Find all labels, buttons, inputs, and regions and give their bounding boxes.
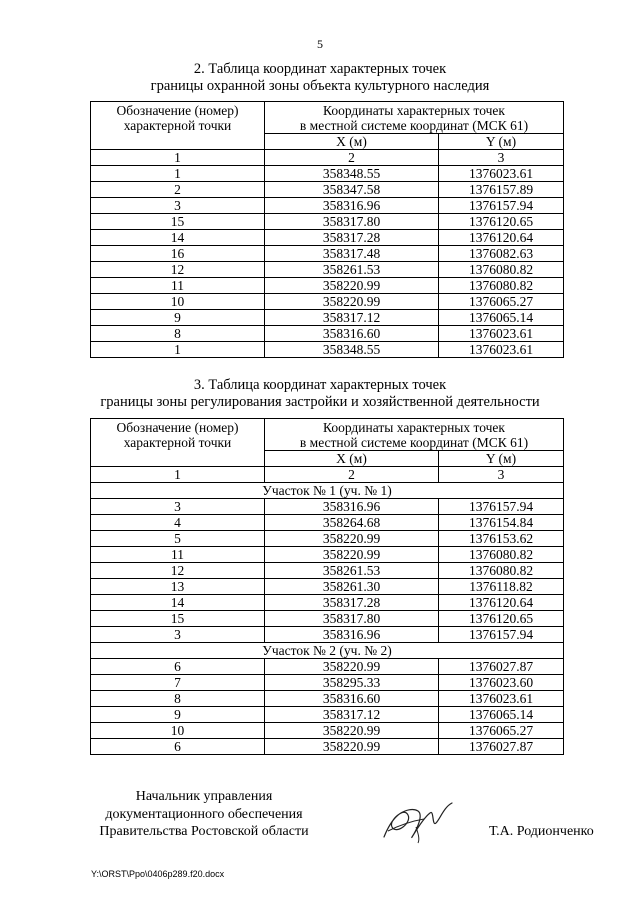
- column-number: 2: [265, 150, 439, 166]
- x-coordinate: 358316.96: [265, 198, 439, 214]
- column-number: 3: [439, 467, 564, 483]
- point-column-header-line: Обозначение (номер): [116, 420, 239, 435]
- table-row: [91, 611, 564, 627]
- point-number: 15: [91, 611, 265, 627]
- y-coordinate: 1376065.27: [439, 723, 564, 739]
- point-number: 7: [91, 675, 265, 691]
- y-coordinate: 1376023.61: [439, 166, 564, 182]
- y-coordinate: 1376157.89: [439, 182, 564, 198]
- point-column-header: [91, 419, 265, 467]
- point-number: 10: [91, 723, 265, 739]
- point-number: 4: [91, 515, 265, 531]
- x-coordinate: 358220.99: [265, 739, 439, 755]
- coords-column-header-line: Координаты характерных точек: [323, 420, 505, 435]
- table-row: [91, 278, 564, 294]
- handwritten-signature: [378, 797, 458, 847]
- table-row: [91, 563, 564, 579]
- x-coordinate: 358261.53: [265, 262, 439, 278]
- x-coordinate: 358347.58: [265, 182, 439, 198]
- x-coordinate: 358317.12: [265, 707, 439, 723]
- y-coordinate: 1376027.87: [439, 659, 564, 675]
- y-coordinate: 1376023.60: [439, 675, 564, 691]
- point-number: 12: [91, 262, 265, 278]
- point-number: 1: [91, 342, 265, 358]
- x-coordinate: 358317.80: [265, 611, 439, 627]
- y-coordinate: 1376023.61: [439, 342, 564, 358]
- y-coordinate: 1376080.82: [439, 278, 564, 294]
- table-row: [91, 739, 564, 755]
- column-number: 1: [91, 150, 265, 166]
- x-coordinate: 358220.99: [265, 278, 439, 294]
- y-coordinate: 1376080.82: [439, 262, 564, 278]
- table-row: [91, 262, 564, 278]
- table-row: [91, 707, 564, 723]
- signatory-position-line-2: документационного обеспечения: [105, 806, 303, 822]
- point-number: 3: [91, 499, 265, 515]
- y-coordinate: 1376065.14: [439, 310, 564, 326]
- y-coordinate: 1376153.62: [439, 531, 564, 547]
- y-coordinate: 1376080.82: [439, 563, 564, 579]
- table3-caption: [0, 377, 640, 411]
- section-label: Участок № 1 (уч. № 1): [91, 483, 564, 499]
- table-row: [91, 579, 564, 595]
- point-number: 12: [91, 563, 265, 579]
- x-coordinate: 358220.99: [265, 659, 439, 675]
- point-number: 6: [91, 739, 265, 755]
- table-row: [91, 230, 564, 246]
- y-coordinate: 1376157.94: [439, 627, 564, 643]
- coords-column-header-line: в местной системе координат (МСК 61): [299, 435, 529, 450]
- table-row: [91, 627, 564, 643]
- x-coordinate: 358317.28: [265, 230, 439, 246]
- y-column-header: Y (м): [439, 134, 564, 150]
- coords-column-header-line: Координаты характерных точек: [323, 103, 505, 118]
- x-coordinate: 358317.80: [265, 214, 439, 230]
- signatory-position: [88, 788, 320, 841]
- y-coordinate: 1376157.94: [439, 198, 564, 214]
- coords-column-header-line: в местной системе координат (МСК 61): [299, 118, 529, 133]
- x-coordinate: 358316.96: [265, 627, 439, 643]
- column-number: 3: [439, 150, 564, 166]
- y-coordinate: 1376065.14: [439, 707, 564, 723]
- coords-column-header: [265, 102, 564, 134]
- x-coordinate: 358220.99: [265, 294, 439, 310]
- point-number: 9: [91, 310, 265, 326]
- table-row: [91, 214, 564, 230]
- x-coordinate: 358317.28: [265, 595, 439, 611]
- y-coordinate: 1376082.63: [439, 246, 564, 262]
- point-column-header-line: характерной точки: [123, 118, 232, 133]
- table-row: [91, 547, 564, 563]
- x-coordinate: 358264.68: [265, 515, 439, 531]
- table-row: [91, 342, 564, 358]
- table-row: [91, 723, 564, 739]
- x-coordinate: 358317.12: [265, 310, 439, 326]
- table-row: [91, 675, 564, 691]
- y-coordinate: 1376120.64: [439, 595, 564, 611]
- x-coordinate: 358261.30: [265, 579, 439, 595]
- y-coordinate: 1376154.84: [439, 515, 564, 531]
- x-coordinate: 358316.96: [265, 499, 439, 515]
- section-row: [91, 643, 564, 659]
- table2-coordinates: [90, 101, 564, 358]
- table-row: [91, 182, 564, 198]
- point-number: 14: [91, 595, 265, 611]
- table-row: [91, 310, 564, 326]
- y-coordinate: 1376023.61: [439, 326, 564, 342]
- column-number: 1: [91, 467, 265, 483]
- x-coordinate: 358220.99: [265, 531, 439, 547]
- point-column-header-line: Обозначение (номер): [116, 103, 239, 118]
- point-number: 15: [91, 214, 265, 230]
- point-number: 16: [91, 246, 265, 262]
- point-number: 3: [91, 627, 265, 643]
- x-coordinate: 358261.53: [265, 563, 439, 579]
- table-row: [91, 294, 564, 310]
- point-number: 1: [91, 166, 265, 182]
- column-number: 2: [265, 467, 439, 483]
- point-number: 14: [91, 230, 265, 246]
- x-column-header: X (м): [265, 134, 439, 150]
- table3-coordinates: [90, 418, 564, 755]
- x-coordinate: 358348.55: [265, 342, 439, 358]
- y-column-header: Y (м): [439, 451, 564, 467]
- y-coordinate: 1376120.65: [439, 611, 564, 627]
- coords-column-header: [265, 419, 564, 451]
- table-row: [91, 246, 564, 262]
- point-number: 6: [91, 659, 265, 675]
- table-row: [91, 515, 564, 531]
- point-number: 11: [91, 278, 265, 294]
- header-row: [91, 102, 564, 134]
- file-path: Y:\ORST\Ppo\0406p289.f20.docx: [91, 869, 225, 879]
- x-coordinate: 358316.60: [265, 326, 439, 342]
- point-number: 9: [91, 707, 265, 723]
- y-coordinate: 1376023.61: [439, 691, 564, 707]
- section-row: [91, 483, 564, 499]
- section-label: Участок № 2 (уч. № 2): [91, 643, 564, 659]
- table-row: [91, 595, 564, 611]
- x-coordinate: 358220.99: [265, 547, 439, 563]
- y-coordinate: 1376080.82: [439, 547, 564, 563]
- point-number: 10: [91, 294, 265, 310]
- table-row: [91, 326, 564, 342]
- x-coordinate: 358316.60: [265, 691, 439, 707]
- signatory-name: Т.А. Родионченко: [489, 824, 594, 839]
- point-number: 2: [91, 182, 265, 198]
- point-number: 3: [91, 198, 265, 214]
- x-coordinate: 358348.55: [265, 166, 439, 182]
- column-number-row: [91, 150, 564, 166]
- table3-caption-line-1: 3. Таблица координат характерных точек: [193, 377, 447, 393]
- point-number: 5: [91, 531, 265, 547]
- signatory-position-line-1: Начальник управления: [135, 789, 273, 804]
- signatory-position-line-3: Правительства Ростовской области: [99, 824, 309, 839]
- table2-caption: [0, 61, 640, 95]
- table-row: [91, 198, 564, 214]
- x-column-header: X (м): [265, 451, 439, 467]
- y-coordinate: 1376027.87: [439, 739, 564, 755]
- table3-caption-line-2: границы зоны регулирования застройки и хозяйственной деятельности: [100, 394, 540, 410]
- x-coordinate: 358220.99: [265, 723, 439, 739]
- y-coordinate: 1376120.64: [439, 230, 564, 246]
- table-row: [91, 691, 564, 707]
- page-number: 5: [317, 37, 323, 51]
- table-row: [91, 499, 564, 515]
- point-number: 13: [91, 579, 265, 595]
- point-number: 8: [91, 326, 265, 342]
- table2-caption-line-2: границы охранной зоны объекта культурного наследия: [150, 78, 490, 94]
- table-row: [91, 531, 564, 547]
- point-number: 8: [91, 691, 265, 707]
- column-number-row: [91, 467, 564, 483]
- table-row: [91, 659, 564, 675]
- point-column-header: [91, 102, 265, 150]
- y-coordinate: 1376120.65: [439, 214, 564, 230]
- x-coordinate: 358317.48: [265, 246, 439, 262]
- y-coordinate: 1376157.94: [439, 499, 564, 515]
- header-row: [91, 419, 564, 451]
- point-number: 11: [91, 547, 265, 563]
- y-coordinate: 1376065.27: [439, 294, 564, 310]
- point-column-header-line: характерной точки: [123, 435, 232, 450]
- table2-caption-line-1: 2. Таблица координат характерных точек: [193, 61, 447, 77]
- x-coordinate: 358295.33: [265, 675, 439, 691]
- table-row: [91, 166, 564, 182]
- y-coordinate: 1376118.82: [439, 579, 564, 595]
